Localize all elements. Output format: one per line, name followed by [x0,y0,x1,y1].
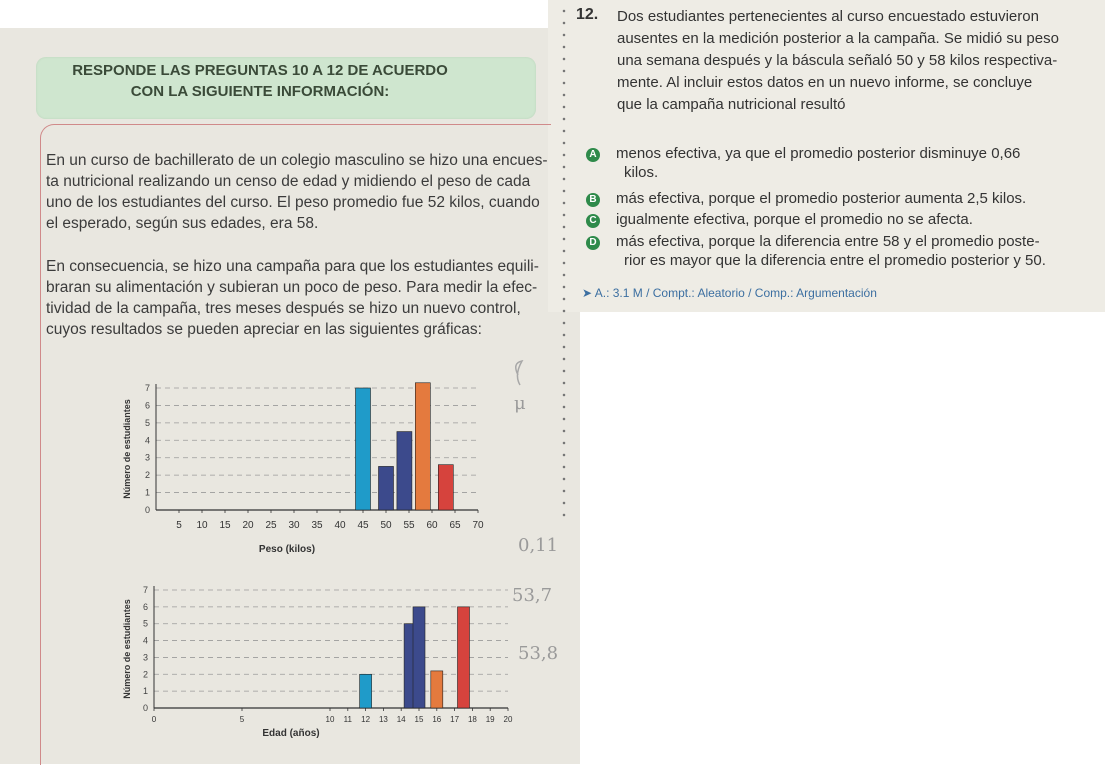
x-tick-label: 25 [265,520,277,531]
question-line: Dos estudiantes pertenecientes al curso encuestado estuvieron [617,8,1039,25]
x-tick-label: 5 [239,715,245,724]
question-metadata-text: A.: 3.1 M / Compt.: Aleatorio / Comp.: Argumentación [594,286,877,300]
weight-histogram [118,372,498,562]
y-tick-label: 4 [144,435,150,446]
x-tick-label: 15 [219,520,231,531]
y-tick-label: 7 [142,585,148,595]
y-tick-label: 5 [144,417,150,428]
option-b-badge: B [586,193,600,207]
handwritten-note-1: 0,11 [518,535,559,556]
header-line-2: CON LA SIGUIENTE INFORMACIÓN: [130,83,390,100]
x-tick-label: 30 [288,520,300,531]
question-number: 12. [576,6,599,23]
bar [413,607,425,708]
option-b[interactable] [586,188,1086,209]
intro-line: ta nutricional realizando un censo de edad y midiendo el peso de cada [46,173,531,190]
y-tick-label: 3 [142,652,148,663]
instruction-header-text [50,60,470,102]
y-tick-label: 0 [142,703,148,713]
intro-line: tividad de la campaña, tres meses después se hizo un nuevo control, [46,300,521,317]
x-tick-label: 16 [432,715,442,724]
x-tick-label: 65 [449,520,461,531]
question-line: ausentes en la medición posterior a la campaña. Se midió su peso [617,30,1059,47]
option-a-text: menos efectiva, ya que el promedio posterior disminuye 0,66 [616,145,1021,162]
y-tick-label: 6 [142,601,148,612]
x-tick-label: 55 [403,520,415,531]
x-tick-label: 13 [378,715,388,724]
option-c-badge: C [586,214,600,228]
intro-paragraph-2 [46,256,556,340]
option-c[interactable] [586,209,1086,230]
y-tick-label: 3 [144,452,150,463]
bar [415,383,430,510]
x-tick-label: 18 [467,715,477,724]
question-line: que la campaña nutricional resultó [617,96,846,113]
question-line: mente. Al incluir estos datos en un nuevo informe, se concluye [617,74,1033,91]
y-tick-label: 6 [144,400,150,411]
y-axis-label: Número de estudiantes [122,399,132,499]
option-a-badge: A [586,148,600,162]
option-d-text: más efectiva, porque la diferencia entre 58 y el promedio poste- [616,233,1040,250]
x-tick-label: 19 [485,715,495,724]
x-tick-label: 20 [242,520,254,531]
option-a-continuation: kilos. [624,164,659,181]
option-d-badge: D [586,236,600,250]
intro-line: cuyos resultados se pueden apreciar en las siguientes gráficas: [46,321,482,338]
x-tick-label: 50 [380,520,392,531]
y-axis-label: Número de estudiantes [122,599,132,699]
option-d[interactable] [586,231,1086,252]
question-line: una semana después y la báscula señaló 50 y 58 kilos respectiva- [617,52,1058,69]
option-b-text: más efectiva, porque el promedio posterior aumenta 2,5 kilos. [616,190,1027,207]
handwritten-mu: μ [514,393,526,414]
question-metadata [582,286,877,300]
question-text [617,6,1087,116]
intro-line: En consecuencia, se hizo una campaña para que los estudiantes equili- [46,258,539,275]
x-tick-label: 45 [357,520,369,531]
option-a[interactable] [586,143,1086,164]
y-tick-label: 2 [144,470,150,481]
intro-line: el esperado, según sus edades, era 58. [46,215,319,232]
y-tick-label: 1 [144,487,150,498]
x-axis-label: Edad (años) [262,728,320,739]
x-axis-label: Peso (kilos) [258,544,316,555]
intro-line: En un curso de bachillerato de un colegio masculino se hizo una encues- [46,152,548,169]
x-tick-label: 35 [311,520,323,531]
x-tick-label: 20 [503,715,513,724]
handwritten-note-2: 53,7 [512,585,553,606]
option-c-text: igualmente efectiva, porque el promedio no se afecta. [616,211,973,228]
y-tick-label: 5 [142,618,148,629]
x-tick-label: 11 [343,715,352,724]
bar [379,466,394,510]
bar [356,388,371,510]
intro-line: uno de los estudiantes del curso. El peso promedio fue 52 kilos, cuando [46,194,540,211]
x-tick-label: 15 [414,715,424,724]
x-tick-label: 17 [450,715,460,724]
x-tick-label: 0 [151,715,157,724]
intro-line: braran su alimentación y subieran un poco de peso. Para medir la efec- [46,279,538,296]
intro-paragraph-1 [46,150,556,234]
chevron-right-icon: ➤ [582,286,595,300]
y-tick-label: 1 [142,686,148,697]
bar [431,671,443,708]
option-d-continuation: rior es mayor que la diferencia entre el promedio posterior y 50. [624,252,1046,269]
age-histogram [118,572,518,752]
y-tick-label: 4 [142,635,148,646]
bar [397,432,412,510]
bar [360,674,372,708]
y-tick-label: 7 [144,383,150,393]
handwritten-check-mark [516,361,522,385]
y-tick-label: 2 [142,669,148,680]
x-tick-label: 14 [396,715,406,724]
bar [438,465,453,510]
x-tick-label: 10 [325,715,335,724]
x-tick-label: 70 [472,520,484,531]
x-tick-label: 10 [196,520,208,531]
x-tick-label: 60 [426,520,438,531]
bar [458,607,470,708]
x-tick-label: 12 [361,715,371,724]
header-line-1: RESPONDE LAS PREGUNTAS 10 A 12 DE ACUERDO [72,62,448,79]
y-tick-label: 0 [144,505,150,515]
handwritten-notes [500,355,590,685]
x-tick-label: 5 [176,520,182,531]
handwritten-note-3: 53,8 [518,643,559,664]
x-tick-label: 40 [334,520,346,531]
